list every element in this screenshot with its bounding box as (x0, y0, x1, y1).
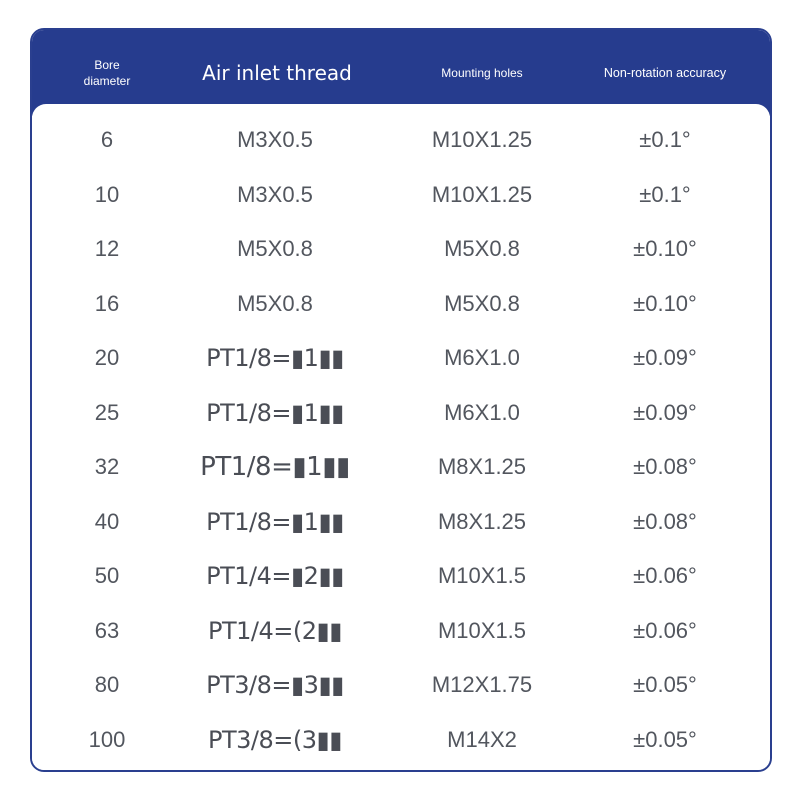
table-row (32, 113, 770, 167)
cell-air-inlet: PT1/8=▮1▮▮ (200, 452, 350, 482)
cell-accuracy: ±0.1° (639, 182, 691, 207)
cell-accuracy: ±0.09° (633, 400, 697, 425)
cell-mounting-holes: M6X1.0 (444, 400, 520, 425)
table-row (32, 331, 770, 385)
table-row (32, 440, 770, 494)
table-row (32, 549, 770, 603)
cell-bore: 32 (94, 454, 120, 479)
cell-air-inlet: PT1/8=▮1▮▮ (206, 399, 344, 427)
cell-bore: 6 (100, 127, 114, 152)
cell-bore: 100 (88, 727, 126, 752)
cell-mounting-holes: M8X1.25 (437, 454, 527, 479)
table-body (32, 104, 770, 772)
table-row (32, 658, 770, 712)
cell-accuracy: ±0.10° (633, 291, 697, 316)
cell-bore: 16 (94, 291, 120, 316)
table-row (32, 222, 770, 276)
cell-air-inlet: PT1/4=(2▮▮ (208, 617, 342, 645)
cell-air-inlet: PT1/4=▮2▮▮ (206, 562, 344, 590)
cell-mounting-holes: M10X1.25 (431, 127, 533, 152)
cell-mounting-holes: M14X2 (447, 727, 517, 752)
table-row (32, 277, 770, 331)
header-air-inlet-thread-label: Air inlet thread (202, 61, 352, 85)
cell-air-inlet: M5X0.8 (237, 236, 313, 261)
table-row (32, 386, 770, 440)
header-non-rotation-accuracy-label: Non-rotation accuracy (603, 66, 727, 80)
cell-mounting-holes: M5X0.8 (444, 236, 520, 261)
cell-accuracy: ±0.08° (633, 509, 697, 534)
cell-accuracy: ±0.05° (633, 727, 697, 752)
cell-air-inlet: PT1/8=▮1▮▮ (206, 344, 344, 372)
cell-mounting-holes: M10X1.5 (437, 563, 527, 588)
cell-bore: 63 (94, 618, 120, 643)
cell-air-inlet: M3X0.5 (237, 182, 313, 207)
cell-bore: 12 (94, 236, 120, 261)
cell-bore: 20 (94, 345, 120, 370)
cell-accuracy: ±0.08° (633, 454, 697, 479)
cell-bore: 80 (94, 672, 120, 697)
cell-accuracy: ±0.06° (633, 563, 697, 588)
cell-air-inlet: PT3/8=(3▮▮ (208, 726, 342, 754)
table-row (32, 604, 770, 658)
header-mounting-holes-label: Mounting holes (441, 66, 523, 80)
cell-mounting-holes: M8X1.25 (437, 509, 527, 534)
table-row (32, 495, 770, 549)
cell-accuracy: ±0.05° (633, 672, 697, 697)
cell-air-inlet: PT1/8=▮1▮▮ (206, 508, 344, 536)
cell-air-inlet: M3X0.5 (237, 127, 313, 152)
spec-table-card (30, 28, 772, 772)
cell-mounting-holes: M12X1.75 (431, 672, 533, 697)
table-row (32, 713, 770, 767)
cell-air-inlet: M5X0.8 (237, 291, 313, 316)
cell-bore: 50 (94, 563, 120, 588)
cell-bore: 25 (94, 400, 120, 425)
cell-mounting-holes: M10X1.25 (431, 182, 533, 207)
cell-mounting-holes: M5X0.8 (444, 291, 520, 316)
cell-mounting-holes: M10X1.5 (437, 618, 527, 643)
cell-accuracy: ±0.1° (639, 127, 691, 152)
cell-accuracy: ±0.09° (633, 345, 697, 370)
cell-air-inlet: PT3/8=▮3▮▮ (206, 671, 344, 699)
cell-bore: 40 (94, 509, 120, 534)
table-row (32, 168, 770, 222)
cell-accuracy: ±0.06° (633, 618, 697, 643)
cell-bore: 10 (94, 182, 120, 207)
cell-accuracy: ±0.10° (633, 236, 697, 261)
cell-mounting-holes: M6X1.0 (444, 345, 520, 370)
header-bore-diameter-label: Bore diameter (83, 58, 131, 88)
